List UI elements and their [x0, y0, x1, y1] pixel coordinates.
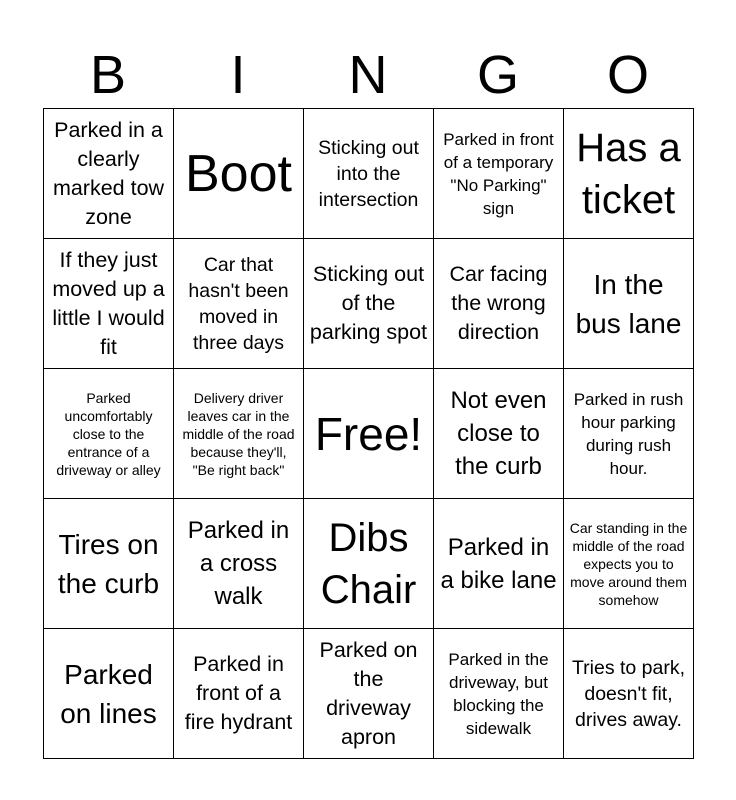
free-space-cell[interactable]: Free! [304, 369, 434, 499]
board-row [44, 109, 694, 239]
bingo-cell[interactable]: Parked in rush hour parking during rush hour. [564, 369, 694, 499]
bingo-cell[interactable]: Tires on the curb [44, 499, 174, 629]
header-letter-n: N [348, 45, 388, 105]
board-row [44, 369, 694, 499]
board-row [44, 499, 694, 629]
bingo-cell[interactable]: Sticking out into the intersection [304, 109, 434, 239]
bingo-cell[interactable]: Car standing in the middle of the road expects you to move around them somehow [564, 499, 694, 629]
bingo-cell[interactable]: Parked in the driveway, but blocking the sidewalk [434, 629, 564, 759]
bingo-cell[interactable]: Parked in a cross walk [174, 499, 304, 629]
board-row [44, 239, 694, 369]
bingo-header [43, 42, 693, 108]
header-letter-o: O [606, 45, 649, 105]
board-row [44, 629, 694, 759]
bingo-cell[interactable]: Not even close to the curb [434, 369, 564, 499]
bingo-cell[interactable]: Sticking out of the parking spot [304, 239, 434, 369]
bingo-cell[interactable]: If they just moved up a little I would fit [44, 239, 174, 369]
bingo-cell[interactable]: Car that hasn't been moved in three days [174, 239, 304, 369]
bingo-cell[interactable]: Tries to park, doesn't fit, drives away. [564, 629, 694, 759]
bingo-cell[interactable]: Has a ticket [564, 109, 694, 239]
bingo-cell[interactable]: Parked in a clearly marked tow zone [44, 109, 174, 239]
bingo-cell[interactable]: Dibs Chair [304, 499, 434, 629]
header-letter-i: I [230, 45, 246, 105]
bingo-cell[interactable]: Parked in a bike lane [434, 499, 564, 629]
header-letter-g: G [476, 45, 519, 105]
header-letter-b: B [89, 45, 127, 105]
bingo-cell[interactable]: Parked on lines [44, 629, 174, 759]
bingo-cell[interactable]: Boot [174, 109, 304, 239]
bingo-cell[interactable]: Parked on the driveway apron [304, 629, 434, 759]
bingo-board [43, 108, 694, 759]
bingo-cell[interactable]: Parked in front of a temporary "No Parking" sign [434, 109, 564, 239]
bingo-cell[interactable]: Parked uncomfortably close to the entrance of a driveway or alley [44, 369, 174, 499]
bingo-cell[interactable]: In the bus lane [564, 239, 694, 369]
bingo-cell[interactable]: Parked in front of a fire hydrant [174, 629, 304, 759]
bingo-cell[interactable]: Car facing the wrong direction [434, 239, 564, 369]
bingo-cell[interactable]: Delivery driver leaves car in the middle of the road because they'll, "Be right back" [174, 369, 304, 499]
